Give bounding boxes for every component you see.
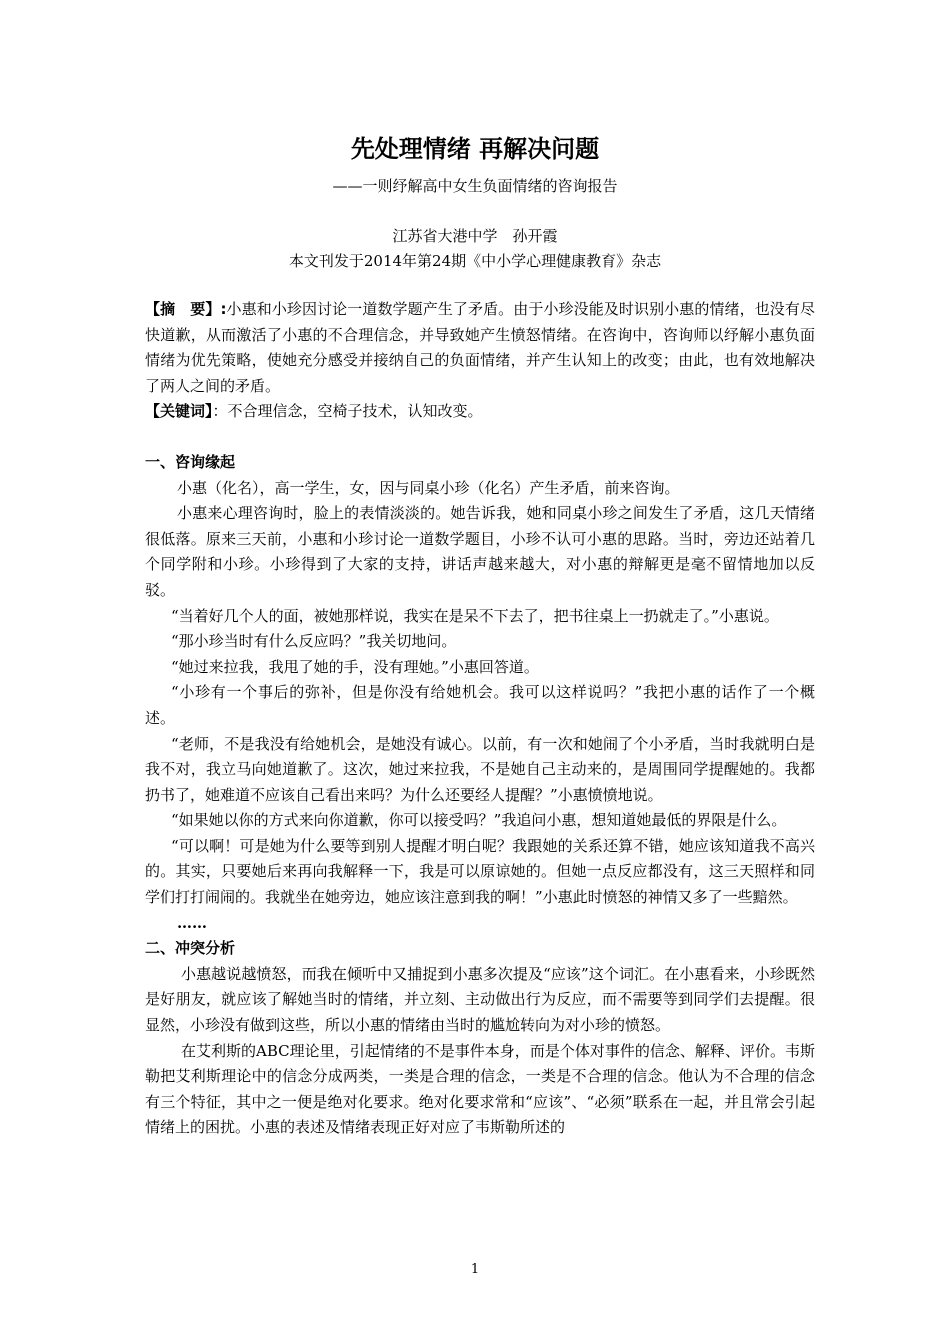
page-number: 1 <box>470 1262 480 1277</box>
body-paragraph: “小珍有一个事后的弥补，但是你没有给她机会。我可以这样说吗？”我把小惠的话作了一个概述。 <box>145 683 815 727</box>
body-paragraph: 小惠（化名），高一学生，女，因与同桌小珍（化名）产生矛盾，前来咨询。 <box>177 478 680 497</box>
spacer <box>145 425 815 450</box>
author-line: 江苏省大港中学 孙开霞 <box>392 227 558 245</box>
body-paragraph: 小惠越说越愤怒，而我在倾听中又捕捉到小惠多次提及“应该”这个词汇。在小惠看来，小珍既然是好朋友，就应该了解她当时的情绪，并立刻、主动做出行为反应，而不需要等到同学们去提醒。很显然，小珍没有做到这些，所以小惠的情绪由当时的尴尬转向为对小珍的愤怒。 <box>145 964 815 1035</box>
body-paragraph: “她过来拉我，我甩了她的手，没有理她。”小惠回答道。 <box>171 657 539 676</box>
document-title: 先处理情绪 再解决问题 <box>350 135 600 163</box>
keywords-label: 【关键词】 <box>145 402 213 421</box>
abstract-text: 小惠和小珍因讨论一道数学题产生了矛盾。由于小珍没能及时识别小惠的情绪，也没有尽快道歉，从而激活了小惠的不合理信念，并导致她产生愤怒情绪。在咨询中，咨询师以纾解小惠负面情绪为优先策略，使她充分感受并接纳自己的负面情绪，并产生认知上的改变；由此，也有效地解决了两人之间的矛盾。 <box>145 300 815 395</box>
keywords-paragraph <box>145 399 815 425</box>
document-body <box>145 297 815 1141</box>
body-paragraph: “当着好几个人的面，被她那样说，我实在是呆不下去了，把书往桌上一扔就走了。”小惠说。 <box>171 606 779 625</box>
abstract-label: 【摘 要】: <box>145 300 227 318</box>
source-line: 本文刊发于2014年第24期《中小学心理健康教育》杂志 <box>288 252 662 270</box>
body-paragraph: “那小珍当时有什么反应吗？”我关切地问。 <box>171 632 457 651</box>
section-heading: 二、冲突分析 <box>145 939 236 958</box>
section-heading: 一、咨询缘起 <box>145 452 236 471</box>
body-paragraph: “如果她以你的方式来向你道歉，你可以接受吗？”我追问小惠，想知道她最低的界限是什么。 <box>171 811 787 830</box>
document-subtitle: ——一则纾解高中女生负面情绪的咨询报告 <box>332 177 618 195</box>
body-paragraph: “可以啊！可是她为什么要等到别人提醒才明白呢？我跟她的关系还算不错，她应该知道我不高兴的。其实，只要她后来再向我解释一下，我是可以原谅她的。但她一点反应都没有，这三天照样和同学们打打闹闹的。我就坐在她旁边，她应该注意到我的啊！”小惠此时愤怒的神情又多了一些黯然。 <box>145 836 815 907</box>
keywords-text: ：不合理信念，空椅子技术，认知改变。 <box>212 402 483 421</box>
body-paragraph: 在艾利斯的ABC理论里，引起情绪的不是事件本身，而是个体对事件的信念、解释、评价。韦斯勒把艾利斯理论中的信念分成两类，一类是合理的信念，一类是不合理的信念。他认为不合理的信念有三个特征，其中之一便是绝对化要求。绝对化要求常和“应该”、“必须”联系在一起，并且常会引起情绪上的困扰。小惠的表述及情绪表现正好对应了韦斯勒所述的 <box>145 1041 815 1137</box>
ellipsis: …… <box>177 913 207 932</box>
abstract-paragraph <box>145 297 815 399</box>
body-paragraph: “老师，不是我没有给她机会，是她没有诚心。以前，有一次和她闹了个小矛盾，当时我就明白是我不对，我立马向她道歉了。这次，她过来拉我，不是她自己主动来的，是周围同学提醒她的。我都扔书了，她难道不应该自己看出来吗？为什么还要经人提醒？”小惠愤愤地说。 <box>145 734 815 804</box>
body-paragraph: 小惠来心理咨询时，脸上的表情淡淡的。她告诉我，她和同桌小珍之间发生了矛盾，这几天情绪很低落。原来三天前，小惠和小珍讨论一道数学题目，小珍不认可小惠的思路。当时，旁边还站着几个同学附和小珍。小珍得到了大家的支持，讲话声越来越大，对小惠的辩解更是毫不留情地加以反驳。 <box>145 504 815 599</box>
